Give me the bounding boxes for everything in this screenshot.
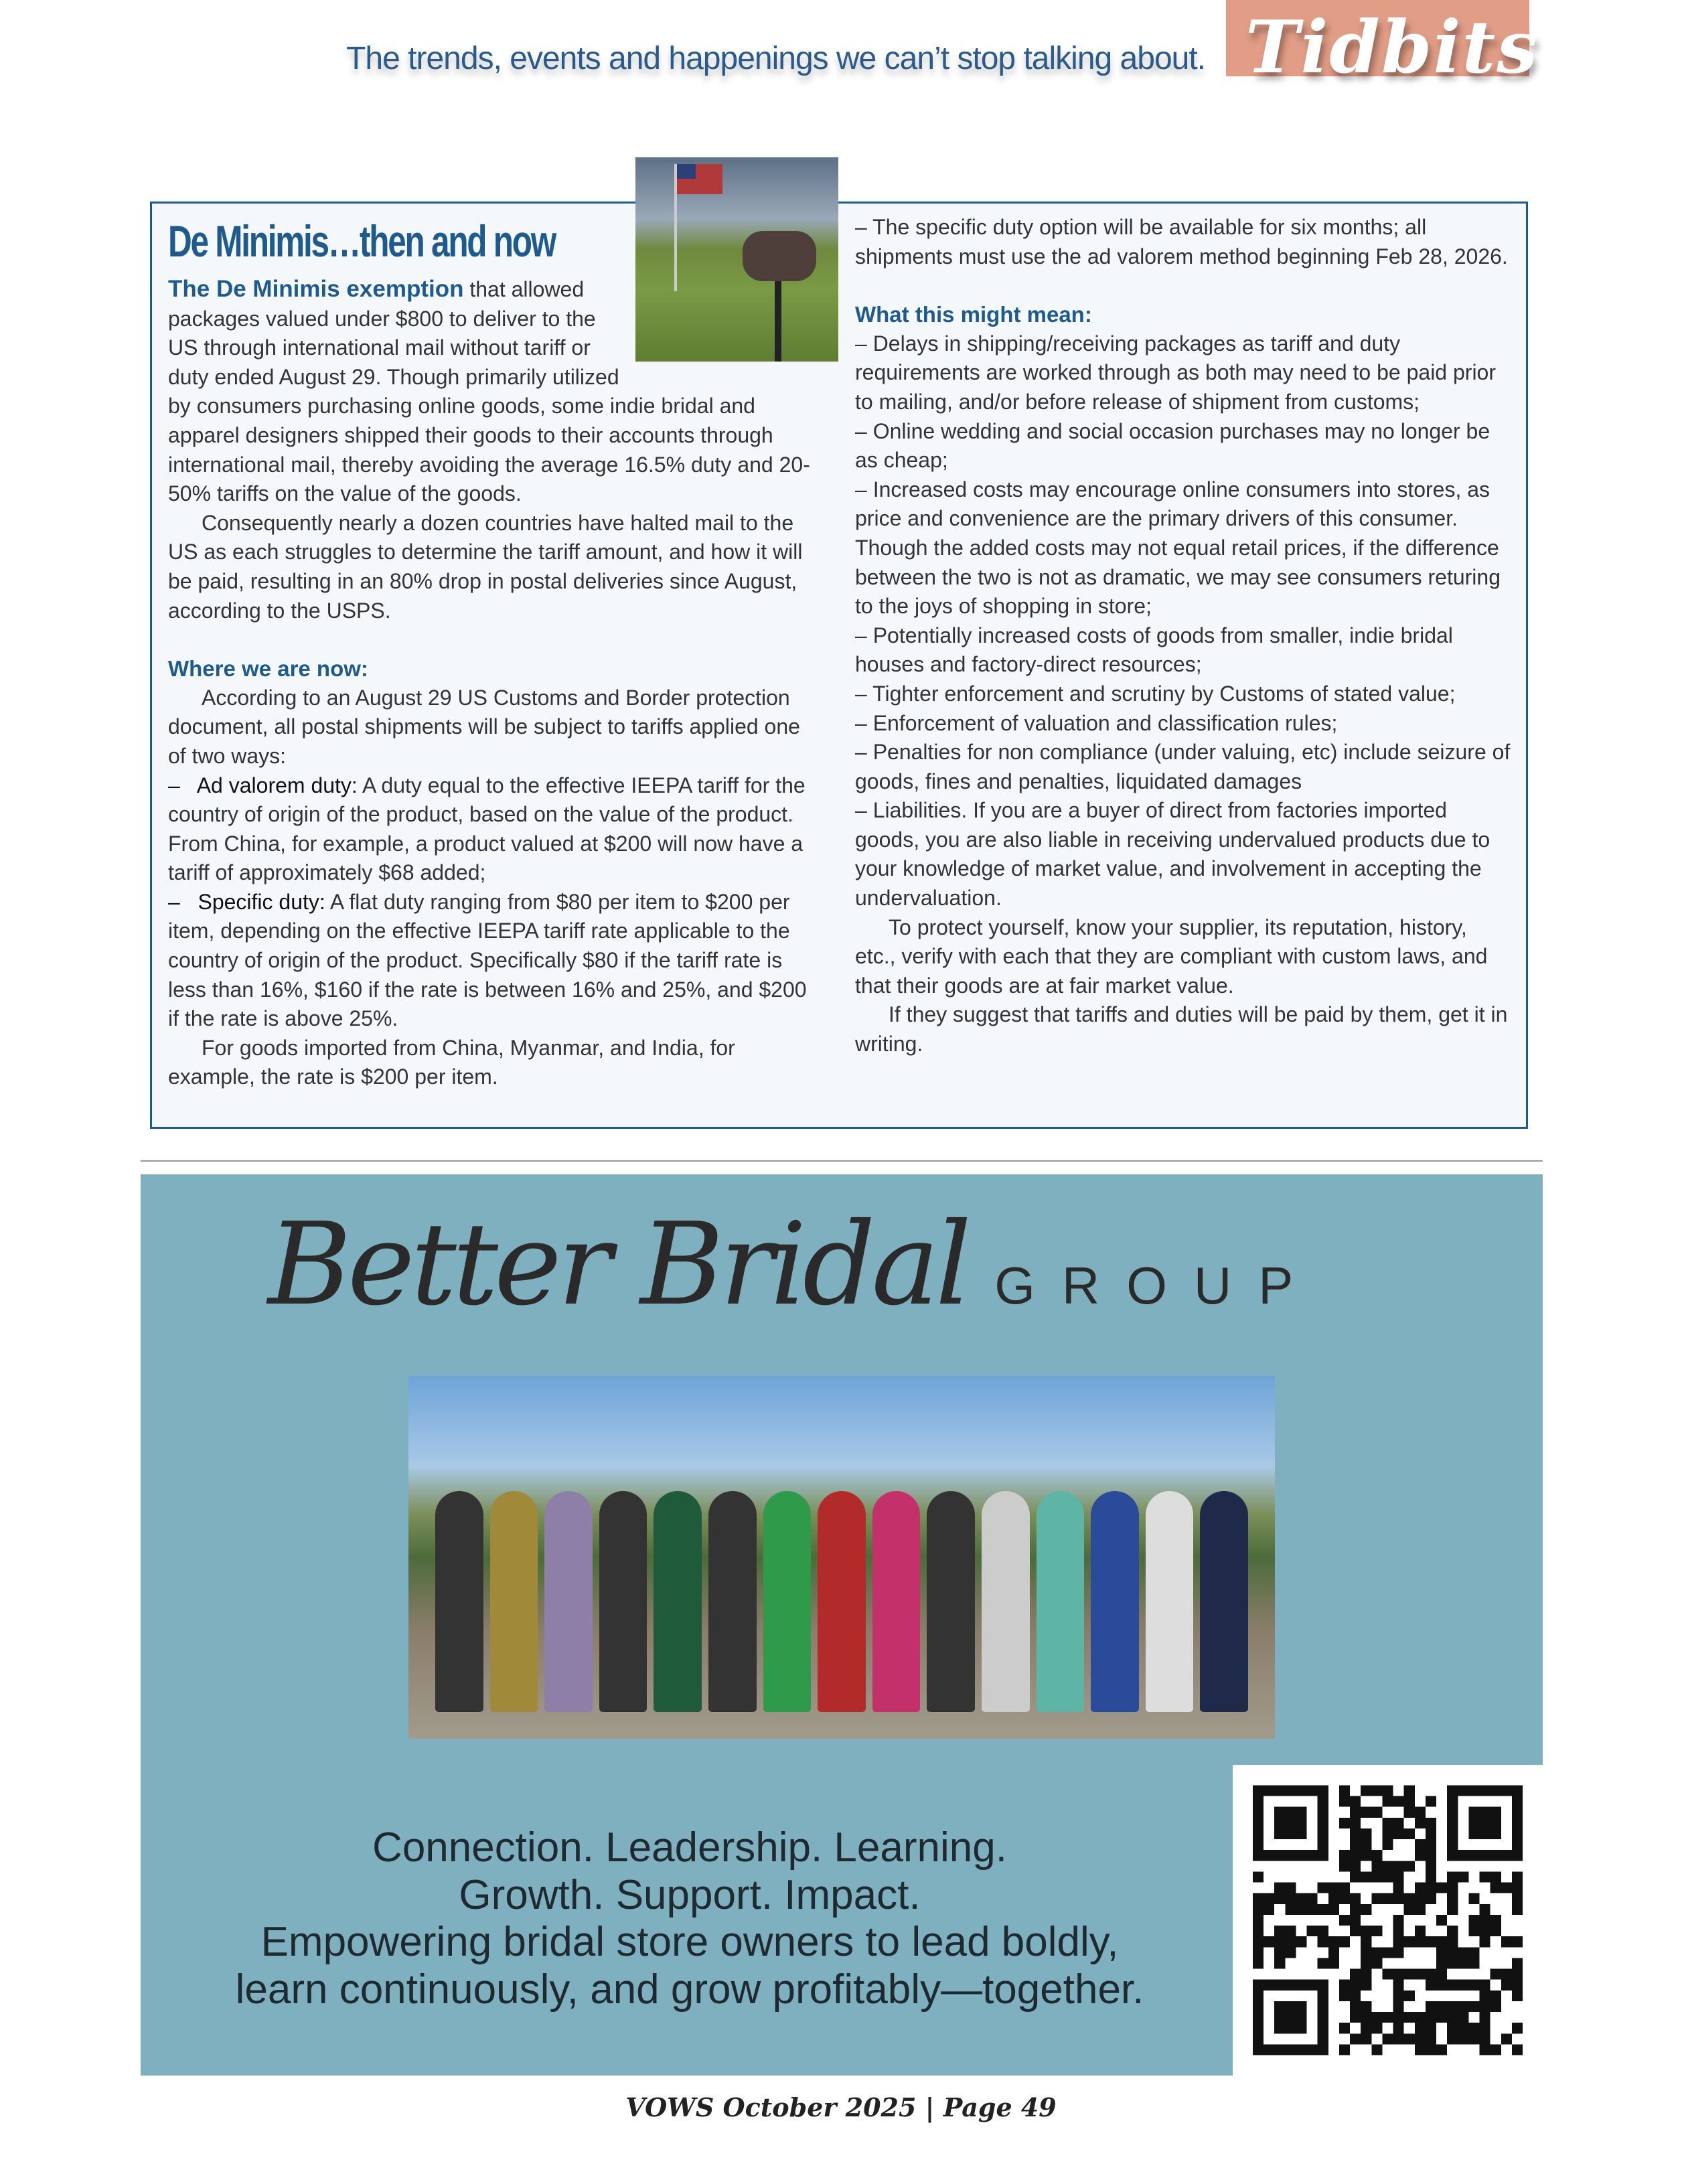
lead-bold: The De Minimis exemption [168, 276, 464, 302]
mean-item: – Delays in shipping/receiving packages as tariff and duty requirements are worked through as both may need to be paid prior to mailing, and/or before release of shipment from customs; [855, 331, 1496, 414]
ad-slogan [154, 1824, 1225, 2013]
closing-paragraph-2: If they suggest that tariffs and duties will be paid by them, get it in writing. [855, 1002, 1508, 1057]
slogan-line: learn continuously, and grow profitably—together. [235, 1966, 1144, 2013]
mean-item: – Increased costs may encourage online consumers into stores, as price and convenience are the primary drivers of this consumer. Though the added costs may not equal retail prices, if the difference between the two is not as dramatic, we may see consumers returing to the joys of shopping in store; [855, 477, 1501, 619]
ad-brand-logo: Better Bridal [268, 1198, 968, 1331]
mean-item: – Potentially increased costs of goods from smaller, indie bridal houses and factory-direct resources; [855, 623, 1453, 677]
where-paragraph: According to an August 29 US Customs and Border protection document, all postal shipments will be subject to tariffs applied one of two ways: [168, 685, 800, 768]
mean-item: – Liabilities. If you are a buyer of direct from factories imported goods, you are also liable in receiving undervalued products due to your knowledge of market value, and involvement in accepting the undervaluation. [855, 798, 1490, 911]
header-tagline: The trends, events and happenings we can’t stop talking about. [346, 41, 1205, 76]
slogan-line: Empowering bridal store owners to lead boldly, [260, 1919, 1119, 1965]
ad-brand-group: GROUP [994, 1256, 1320, 1315]
mean-item: – Tighter enforcement and scrutiny by Customs of stated value; [855, 681, 1456, 706]
slogan-line: Growth. Support. Impact. [459, 1871, 921, 1918]
section-divider [141, 1160, 1543, 1162]
ad-brand-row [268, 1198, 1320, 1331]
ad-valorem-item: – Ad valorem duty: A duty equal to the effective IEEPA tariff for the country of origin of the product, based on the value of the product. From China, for example, a product valued at $200 will now have a tariff of approximately $68 added; [168, 773, 806, 885]
article-title: De Minimis…then and now [168, 216, 556, 266]
ad-valorem-text: A duty equal to the effective IEEPA tariff for the country of origin of the product, based on the value of the product. From China, for example, a product valued at $200 will now have a tariff of approximately $68 added; [168, 773, 806, 885]
intro-paragraph-2: Consequently nearly a dozen countries have halted mail to the US as each struggles to determine the tariff amount, and how it will be paid, resulting in an 80% drop in postal deliveries since August, according to the USPS. [168, 510, 803, 623]
article-right-column [855, 213, 1511, 1059]
mean-heading: What this might mean: [855, 302, 1092, 327]
specific-label: Specific duty: [198, 889, 325, 914]
section-title: Tidbits [1245, 5, 1539, 90]
mean-item: – Online wedding and social occasion purchases may no longer be as cheap; [855, 418, 1490, 473]
specific-option-item: – The specific duty option will be available for six months; all shipments must use the ad valorem method beginning Feb 28, 2026. [855, 215, 1508, 268]
ad-valorem-label: Ad valorem duty: [196, 773, 358, 797]
page-footer: VOWS October 2025 | Page 49 [625, 2092, 1057, 2122]
group-people [435, 1491, 1248, 1712]
where-heading: Where we are now: [168, 656, 368, 682]
mean-item: – Penalties for non compliance (under valuing, etc) include seizure of goods, fines and penalties, liquidated damages [855, 740, 1511, 793]
specific-text: A flat duty ranging from $80 per item to $200 per item, depending on the effective IEEPA tariff rate applicable to the country of origin of the product. Specifically $80 if the tariff rate is less than 16%, $160 if the rate is between 16% and 25%, and $200 if the rate is above 25%. [168, 889, 807, 1031]
article-left-column [168, 214, 821, 1092]
qr-code-icon [1253, 1785, 1523, 2055]
slogan-line: Connection. Leadership. Learning. [372, 1824, 1007, 1871]
intro-text: that allowed packages valued under $800 to deliver to the US through international mail without tariff or duty ended August 29. Though primarily utilized by consumers purchasing online goods, some indie bridal and apparel designers shipped their goods to their accounts through international mail, thereby avoiding the average 16.5% duty and 20-50% tariffs on the value of the goods. [168, 277, 810, 506]
qr-code[interactable] [1233, 1765, 1543, 2076]
where-paragraph-2: For goods imported from China, Myanmar, and India, for example, the rate is $200 per item. [168, 1035, 735, 1089]
closing-paragraph: To protect yourself, know your supplier, its reputation, history, etc., verify with each that they are compliant with custom laws, and that their goods are at fair market value. [855, 915, 1488, 998]
mean-item: – Enforcement of valuation and classification rules; [855, 710, 1338, 735]
specific-item: – Specific duty: A flat duty ranging from $80 per item to $200 per item, depending on the effective IEEPA tariff rate applicable to the country of origin of the product. Specifically $80 if the tariff rate is less than 16%, $160 if the rate is between 16% and 25%, and $200 if the rate is above 25%. [168, 889, 807, 1031]
group-photo [408, 1376, 1275, 1739]
